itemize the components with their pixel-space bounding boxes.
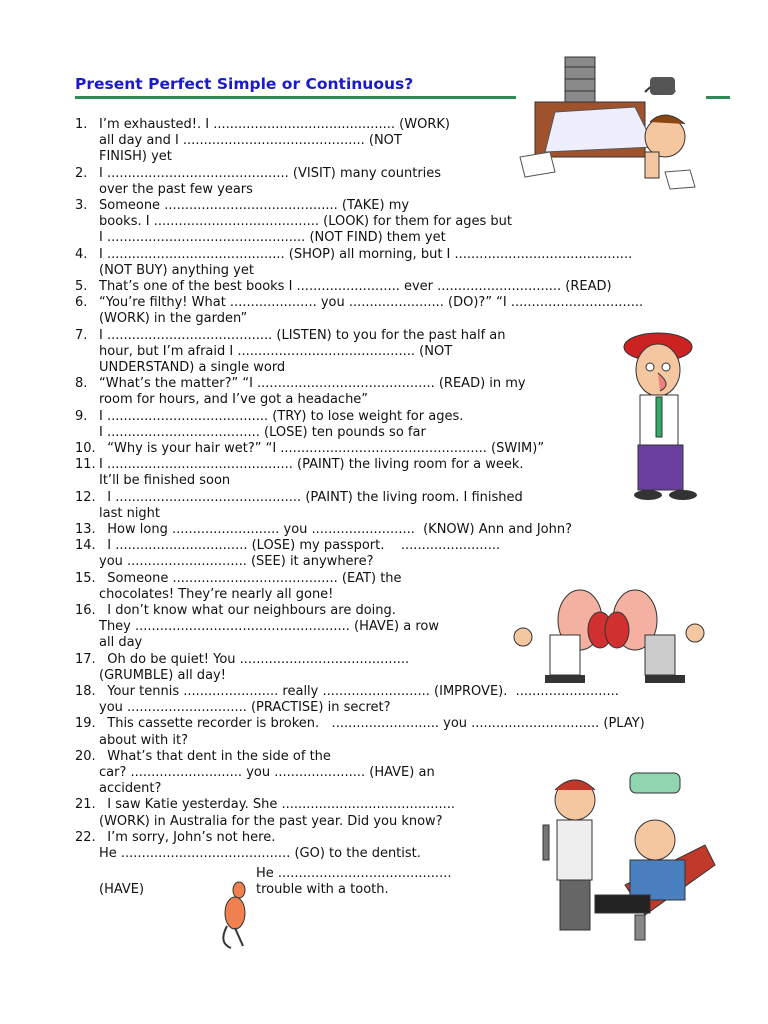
exercise-text: I’m exhausted!. I ............................................ (WORK) xyxy=(99,117,450,132)
exercise-text: I ....................................... (TRY) to lose weight for ages. xyxy=(99,408,464,424)
exercise-number: 19. xyxy=(75,716,96,732)
exercise-number: 16. xyxy=(75,603,96,618)
exercise-text: Oh do be quiet! You ......................................... xyxy=(99,651,410,667)
exercise-text: “You’re filthy! What ..................... you ....................... (DO)?” “I ................................ xyxy=(99,295,644,311)
exercise-number: 4. xyxy=(75,246,88,262)
exercise-text: (WORK) in Australia for the past year. Did you know? xyxy=(99,813,443,829)
worksheet-title: Present Perfect Simple or Continuous? xyxy=(75,75,414,93)
exercise-number: 18. xyxy=(75,684,96,699)
dentist-illustration xyxy=(535,765,720,945)
exercise-text: Someone ........................................ (EAT) the xyxy=(99,570,402,586)
exercise-text: (NOT BUY) anything yet xyxy=(99,262,254,278)
exercise-text: Someone .......................................... (TAKE) my xyxy=(99,198,410,213)
exercise-number: 20. xyxy=(75,748,96,764)
office-worker-illustration xyxy=(515,52,705,202)
exercise-text: FINISH) yet xyxy=(99,149,172,165)
exercise-text: I ........................................ (LISTEN) to you for the past half an xyxy=(99,327,506,343)
exercise-number: 1. xyxy=(75,117,88,132)
exercise-text: I ..................................... (LOSE) ten pounds so far xyxy=(99,424,426,440)
exercise-text: I ............................................. (PAINT) the living room. I finished xyxy=(99,489,523,505)
exercise-text: I ........................................... (SHOP) all morning, but I ........................................... xyxy=(99,246,637,262)
exercise-text: How long .......................... you ......................... (KNOW) Ann and John? xyxy=(99,522,572,537)
exercise-number: 14. xyxy=(75,538,96,554)
exercise-text: chocolates! They’re nearly all gone! xyxy=(99,586,334,602)
exercise-text: (WORK) in the garden” xyxy=(99,311,248,327)
exercise-line xyxy=(0,866,452,882)
exercise-text: He .......................................... xyxy=(256,866,452,881)
exercise-text: (GRUMBLE) all day! xyxy=(99,667,226,683)
exercise-text: What’s that dent in the side of the xyxy=(99,748,331,764)
exercise-number: 12. xyxy=(75,489,96,505)
exercise-number: 22. xyxy=(75,829,96,845)
arguing-men-illustration xyxy=(505,575,720,685)
exercise-text: you ............................. (SEE) it anywhere? xyxy=(99,554,374,570)
exercise-text: accident? xyxy=(99,781,162,797)
exercise-text: room for hours, and I’ve got a headache” xyxy=(99,392,369,408)
exercise-text: hour, but I’m afraid I ........................................... (NOT xyxy=(99,343,453,359)
exercise-text: They .................................................... (HAVE) a row xyxy=(99,619,439,635)
exercise-number: 5. xyxy=(75,279,88,294)
exercise-number: 11. xyxy=(75,457,96,473)
exercise-text: I ............................................. (PAINT) the living room for a week. xyxy=(99,457,524,473)
exercise-number: 17. xyxy=(75,651,96,667)
exercise-text: I don’t know what our neighbours are doing. xyxy=(99,603,396,618)
exercise-number: 21. xyxy=(75,797,96,813)
exercise-number: 2. xyxy=(75,165,88,181)
exercise-number: 9. xyxy=(75,408,88,424)
exercise-text: I ............................................ (VISIT) many countries xyxy=(99,165,442,181)
exercise-text: books. I ........................................ (LOOK) for them for ages but xyxy=(99,214,513,230)
exercise-text: about with it? xyxy=(99,732,188,748)
exercise-text: I saw Katie yesterday. She .......................................... xyxy=(99,797,456,813)
confused-man-illustration xyxy=(618,325,718,500)
exercise-number: 8. xyxy=(75,376,88,392)
exercise-number: 6. xyxy=(75,295,88,311)
exercise-text: (HAVE) xyxy=(99,882,145,897)
title-underline xyxy=(75,96,516,99)
exercise-text: Your tennis ....................... really .......................... (IMPROVE). ......................... xyxy=(99,684,619,699)
exercise-text: all day and I ............................................ (NOT xyxy=(99,133,402,149)
exercise-line xyxy=(0,882,389,898)
exercise-text: over the past few years xyxy=(99,181,253,197)
exercise-number: 3. xyxy=(75,198,88,213)
exercise-text: That’s one of the best books I ......................... ever .............................. (READ) xyxy=(99,279,612,294)
kangaroo-illustration xyxy=(213,878,253,950)
exercise-text: It’ll be finished soon xyxy=(99,473,231,489)
exercise-text: He ......................................... (GO) to the dentist. xyxy=(99,846,421,861)
exercise-text: last night xyxy=(99,505,161,521)
exercise-text: UNDERSTAND) a single word xyxy=(99,360,286,375)
exercise-text: I ................................................ (NOT FIND) them yet xyxy=(99,230,446,246)
exercise-text: I ................................ (LOSE) my passport. ........................ xyxy=(99,538,501,554)
exercise-text: you ............................. (PRACTISE) in secret? xyxy=(99,700,391,716)
exercise-text: “Why is your hair wet?” “I .................................................. (SWIM)” xyxy=(99,441,545,456)
exercise-number: 7. xyxy=(75,327,88,343)
exercise-text: This cassette recorder is broken. .......................... you ............................... (PLAY) xyxy=(99,716,645,732)
exercise-text: I’m sorry, John’s not here. xyxy=(99,829,276,845)
exercise-text: car? ........................... you ...................... (HAVE) an xyxy=(99,765,435,780)
exercise-number: 10. xyxy=(75,441,96,456)
exercise-number: 15. xyxy=(75,570,96,586)
title-underline-end xyxy=(706,96,730,99)
exercise-text: trouble with a tooth. xyxy=(256,882,389,897)
exercise-text: all day xyxy=(99,635,143,651)
exercise-number: 13. xyxy=(75,522,96,537)
exercise-text: “What’s the matter?” “I ........................................... (READ) in my xyxy=(99,376,526,392)
